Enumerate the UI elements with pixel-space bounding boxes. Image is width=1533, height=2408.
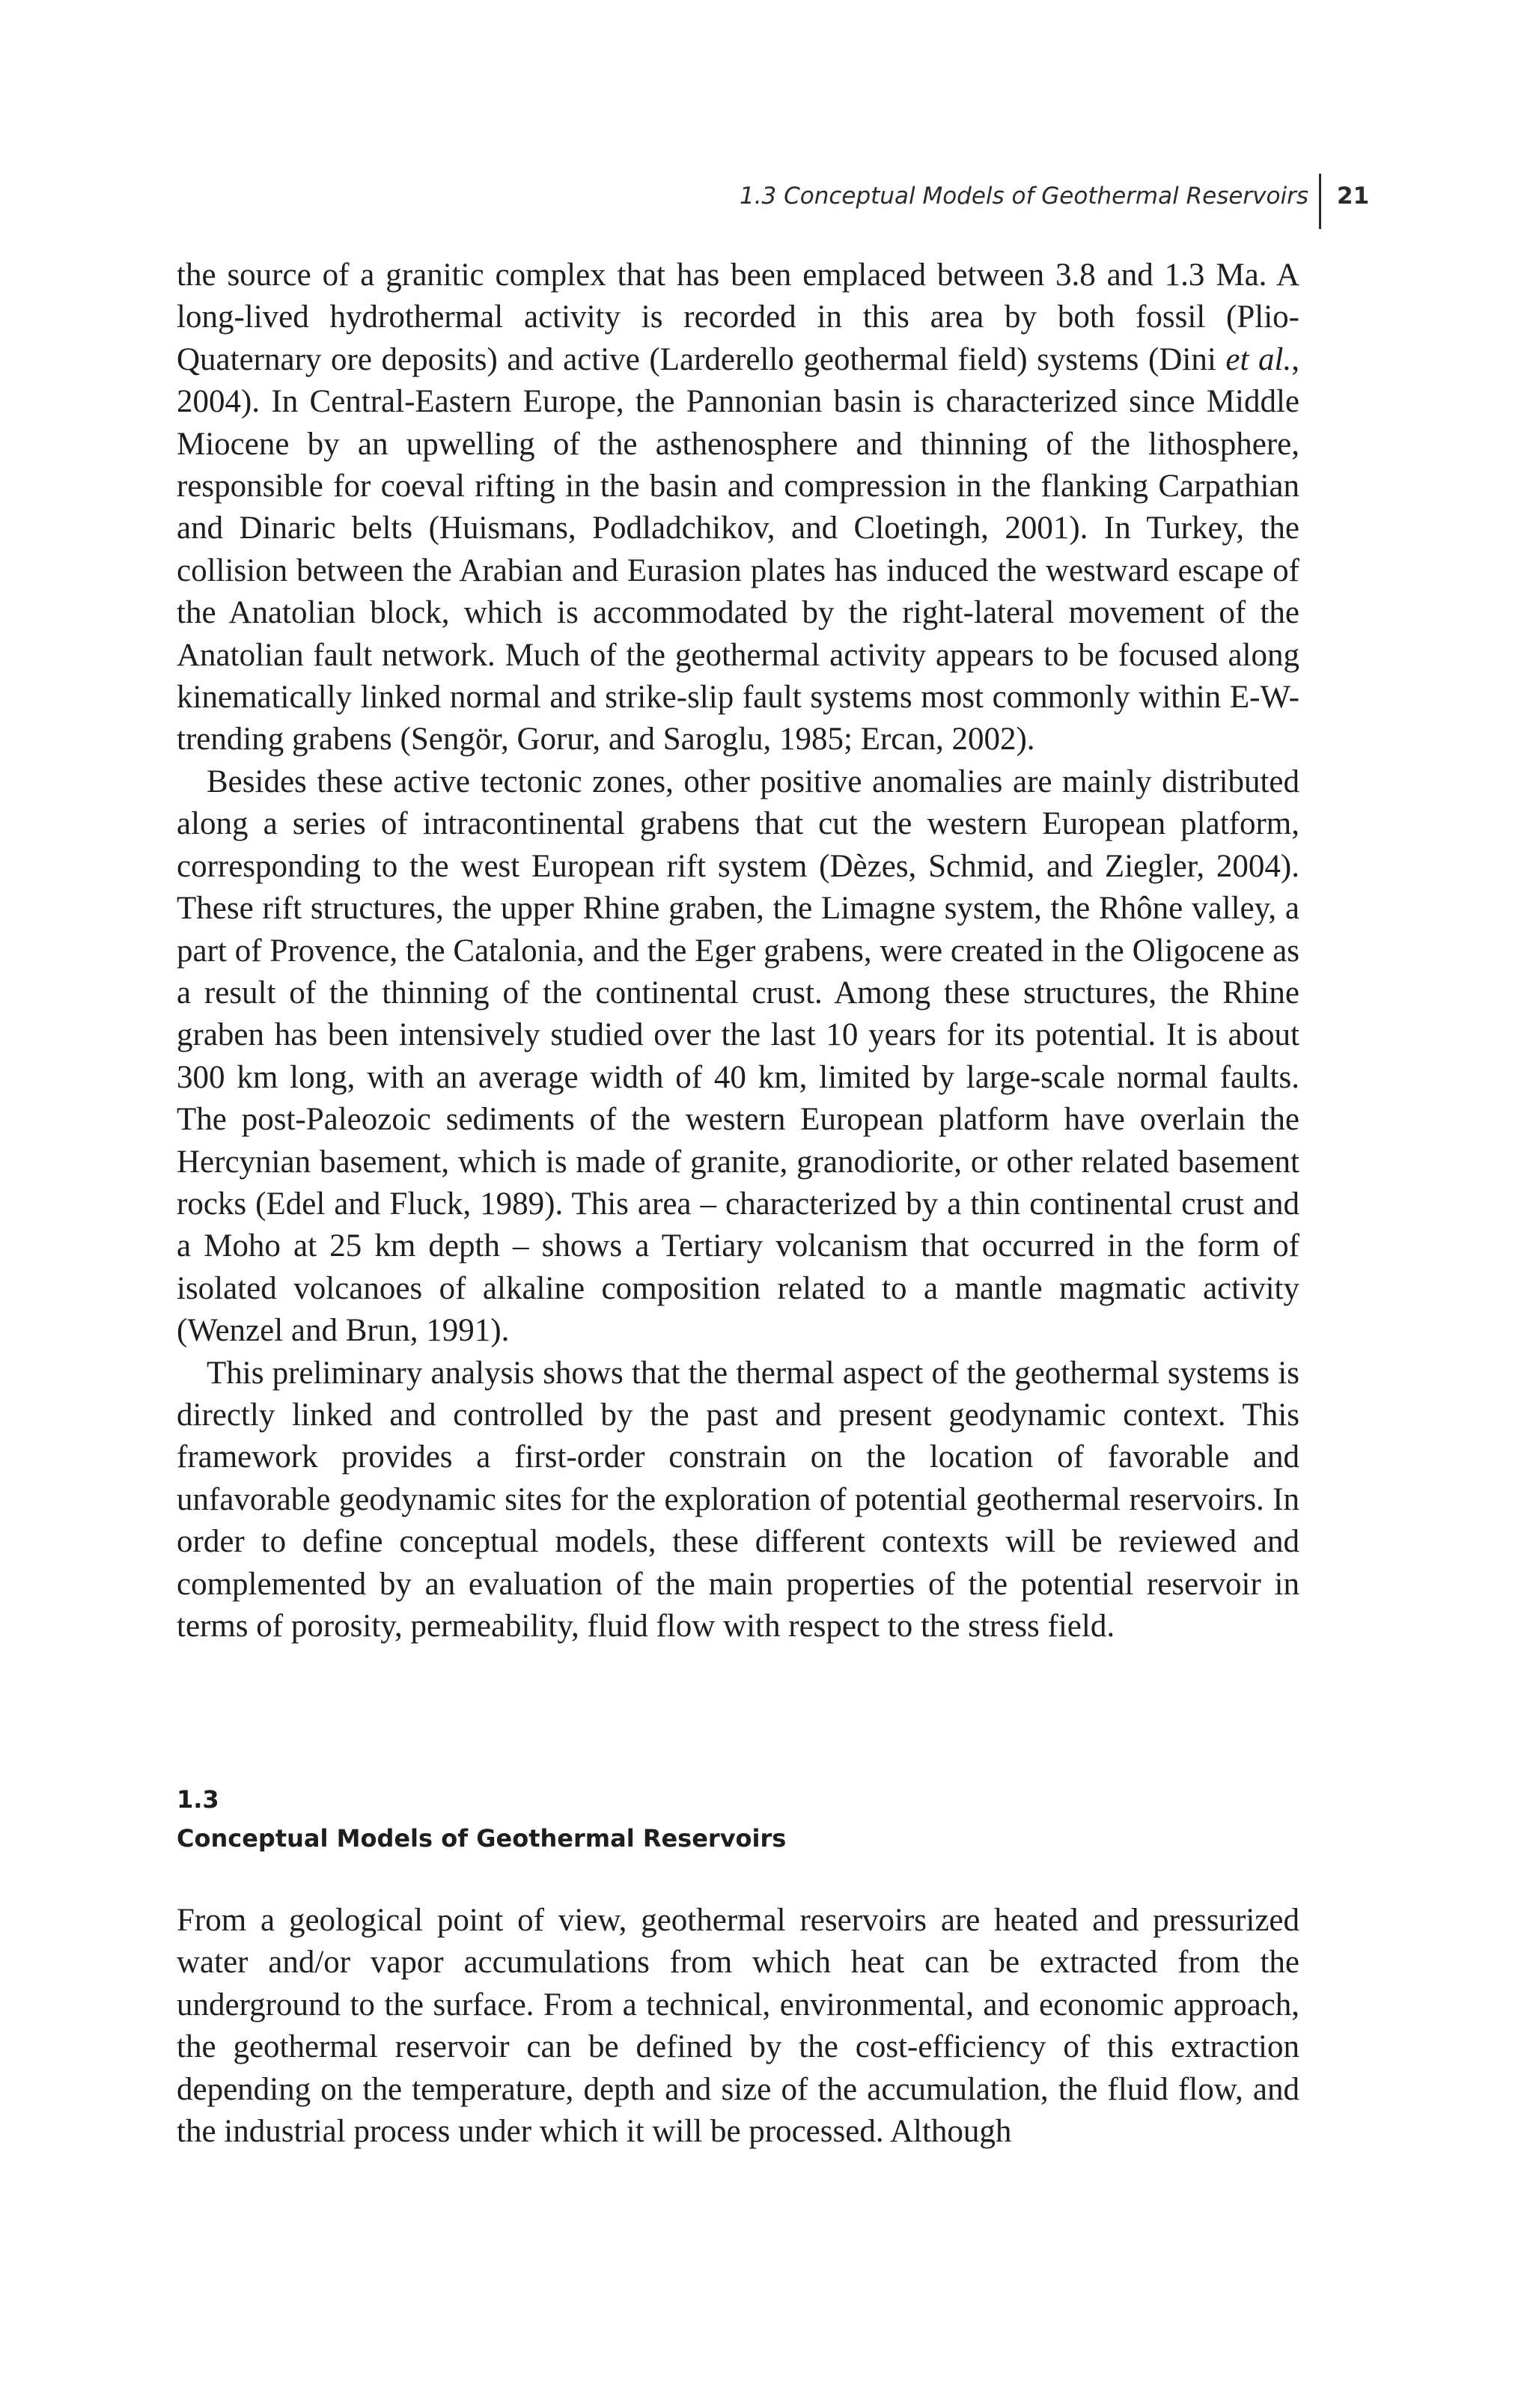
section-paragraph-1: From a geological point of view, geothermal reservoirs are heated and pressurized water and/or vapor accumulations from which heat can be extracted from the underground to the surface. From a technical, environmental, and economic approach, the geothermal reservoir can be defined by the cost-efficiency of this extraction depending on the temperature, depth and size of the accumulation, the fluid flow, and the industrial process under which it will be processed. Although	[177, 1903, 1299, 2150]
section-title: Conceptual Models of Geothermal Reservoirs	[177, 1824, 787, 1853]
paragraph-3: This preliminary analysis shows that the thermal aspect of the geothermal systems is directly linked and controlled by the past and present geodynamic context. This framework provides a first-order constrain on the location of favorable and unfavorable geodynamic sites for the exploration of potential geothermal reservoirs. In order to define conceptual models, these different contexts will be reviewed and complemented by an evaluation of the main properties of the potential reservoir in terms of porosity, permeability, fluid flow with respect to the stress field.	[177, 1355, 1299, 1644]
paragraph-1	[177, 254, 1299, 761]
page-number: 21	[1337, 183, 1370, 210]
section-heading	[177, 1780, 1299, 1858]
paragraph-2: Besides these active tectonic zones, other positive anomalies are mainly distributed along a series of intracontinental grabens that cut the western European platform, corresponding to the west European rift system (Dèzes, Schmid, and Ziegler, 2004). These rift structures, the upper Rhine graben, the Limagne system, the Rhône valley, a part of Provence, the Catalonia, and the Eger grabens, were created in the Oligocene as a result of the thinning of the continental crust. Among these structures, the Rhine graben has been intensively studied over the last 10 years for its potential. It is about 300 km long, with an average width of 40 km, limited by large-scale normal faults. The post-Paleozoic sediments of the western European platform have overlain the Hercynian basement, which is made of granite, granodiorite, or other related basement rocks (Edel and Fluck, 1989). This area – characterized by a thin continental crust and a Moho at 25 km depth – shows a Tertiary volcanism that occurred in the form of isolated volcanoes of alkaline composition related to a mantle magmatic activity (Wenzel and Brun, 1991).	[177, 763, 1299, 1349]
body-text	[177, 254, 1299, 1648]
citation-et-al: et al.	[1225, 341, 1292, 377]
section-body	[177, 1900, 1299, 2153]
paragraph-1-part-1: the source of a granitic complex that has been emplaced between 3.8 and 1.3 Ma. A long-lived hydrothermal activity is recorded in this area by both fossil (Plio-Quaternary ore deposits) and active (Larderello geothermal field) systems (Dini	[177, 257, 1299, 377]
running-head	[177, 178, 1308, 226]
section-number: 1.3	[177, 1785, 219, 1814]
running-head-rule	[1319, 174, 1321, 229]
paragraph-1-part-2: , 2004). In Central-Eastern Europe, the Pannonian basin is characterized since Middle Miocene by an upwelling of the asthenosphere and thinning of the lithosphere, responsible for coeval rifting in the basin and compression in the flanking Carpathian and Dinaric belts (Huismans, Podladchikov, and Cloetingh, 2001). In Turkey, the collision between the Arabian and Eurasion plates has induced the westward escape of the Anatolian block, which is accommodated by the right-lateral movement of the Anatolian fault network. Much of the geothermal activity appears to be focused along kinematically linked normal and strike-slip fault systems most commonly within E-W-trending grabens (Sengör, Gorur, and Saroglu, 1985; Ercan, 2002).	[177, 341, 1300, 758]
running-title: 1.3 Conceptual Models of Geothermal Reservoirs	[739, 183, 1308, 210]
